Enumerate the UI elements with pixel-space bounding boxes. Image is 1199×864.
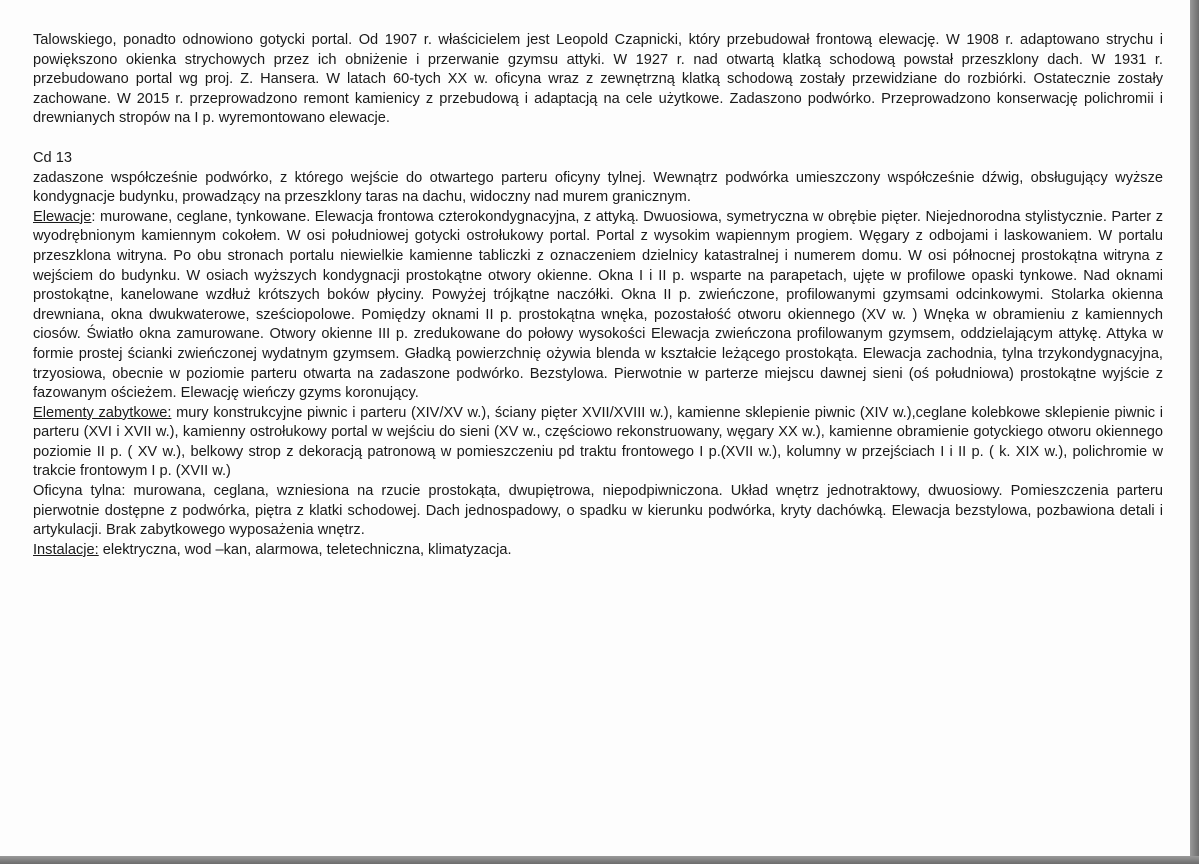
heritage-elements-label: Elementy zabytkowe: — [33, 404, 172, 421]
installations-text: elektryczna, wod –kan, alarmowa, teletechniczna, klimatyzacja. — [98, 541, 512, 558]
courtyard-paragraph: zadaszone współcześnie podwórko, z którego wejście do otwartego parteru oficyny tylnej. Wewnątrz podwórka umieszczony współcześnie dźwig, obsługujący wyższe kondygnacje budynku, prowadzący na przeszklony taras na dachu, widoczny nad murem granicznym. — [33, 169, 1163, 206]
installations-label: Instalacje: — [33, 541, 99, 558]
intro-paragraph: Talowskiego, ponadto odnowiono gotycki portal. Od 1907 r. właścicielem jest Leopold Czapnicki, który przebudował frontową elewację. W 1908 r. adaptowano strychu i powiększono okienka strychowych przez ich obniżenie i przerwanie gzymsu attyki. W 1927 r. nad otwartą klatką schodową powstał przeszklony dach. W 1931 r. przebudowano portal wg proj. Z. Hansera. W latach 60-tych XX w. oficyna wraz z zewnętrzną klatką schodową zostały przewidziane do rozbiórki. Ostatecznie zostały zachowane. W 2015 r. przeprowadzono remont kamienicy z przebudową i adaptacją na cele użytkowe. Zadaszono podwórko. Przeprowadzono konserwację polichromii i drewnianych stropów na I p. wyremontowano elewacje. — [33, 32, 1163, 127]
document-body — [33, 31, 1163, 560]
paragraph-gap — [33, 129, 1163, 149]
page-shadow-bottom — [0, 856, 1199, 864]
section-code: Cd 13 — [33, 149, 72, 166]
installations-paragraph — [33, 541, 1163, 561]
elevations-paragraph — [33, 208, 1163, 404]
elevations-label: Elewacje — [33, 208, 92, 225]
rear-wing-paragraph: Oficyna tylna: murowana, ceglana, wzniesiona na rzucie prostokąta, dwupiętrowa, niepodpiwniczona. Układ wnętrz jednotraktowy, dwuosiowy. Pomieszczenia parteru pierwotnie dostępne z podwórka, piętra z klatki schodowej. Dach jednospadowy, o spadku w kierunku podwórka, kryty dachówką. Elewacja bezstylowa, pozbawiona detali i artykulacji. Brak zabytkowego wyposażenia wnętrz. — [33, 483, 1163, 539]
heritage-elements-paragraph — [33, 404, 1163, 482]
heritage-elements-text: mury konstrukcyjne piwnic i parteru (XIV/XV w.), ściany pięter XVII/XVIII w.), kamienne sklepienie piwnic (XIV w.),ceglane kolebkowe sklepienie piwnic i parteru (XVI i XVII w.), kamienny ostrołukowy portal w wejściu do sieni (XV w., częściowo rekonstruowany, węgary XX w.), kamienne obramienie gotyckiego otworu okiennego poziomie II p. ( XV w.), belkowy strop z dekoracją patronową w pomieszczeniu pd traktu frontowego I p.(XVII w.), kolumny w przejściach I i II p. ( k. XIX w.), polichromie w trakcie frontowym I p. (XVII w.) — [33, 404, 1163, 480]
elevations-text: : murowane, ceglane, tynkowane. Elewacja frontowa czterokondygnacyjna, z attyką. Dwuosiowa, symetryczna w obrębie pięter. Niejednorodna stylistycznie. Parter z wyodrębnionym kamiennym cokołem. W osi południowej gotycki ostrołukowy portal. Portal z wysokim wapiennym progiem. Węgary z odbojami i laskowaniem. W portalu przeszklona witryna. Po obu stronach portalu niewielkie kamienne tabliczki z oznaczeniem dzielnicy katastralnej i numerem domu. W osi północnej prostokątna witryna z wejściem do budynku. W osiach wyższych kondygnacji prostokątne otwory okienne. Okna I i II p. wsparte na parapetach, ujęte w profilowe opaski tynkowe. Nad oknami prostokątne, kanelowane wzdłuż krótszych boków płyciny. Powyżej trójkątne naczółki. Okna II p. zwieńczone, profilowanymi gzymsami odcinkowymi. Stolarka okienna drewniana, okna dwukwaterowe, sześciopolowe. Pomiędzy oknami II p. prostokątna wnęka, pozostałość otworu okiennego (XV w. ) Wnęka w obramieniu z kamiennych ciosów. Światło okna zamurowane. Otwory okienne III p. zredukowane do połowy wysokości Elewacja zwieńczona profilowanym gzymsem, oddzielającym attykę. Attyka w formie prostej ścianki zwieńczonej wydatnym gzymsem. Gładką powierzchnię ożywia blenda w kształcie leżącego prostokąta. Elewacja zachodnia, tylna trzykondygnacyjna, trzyosiowa, obecnie w poziomie parteru otwarta na zadaszone podwórko. Bezstylowa. Pierwotnie w parterze miejscu dawnej sieni (oś południowa) prostokątne wyjście z fazowanym ościeżem. Elewację wieńczy gzyms koronujący. — [33, 208, 1163, 402]
page-shadow-right — [1190, 0, 1199, 864]
